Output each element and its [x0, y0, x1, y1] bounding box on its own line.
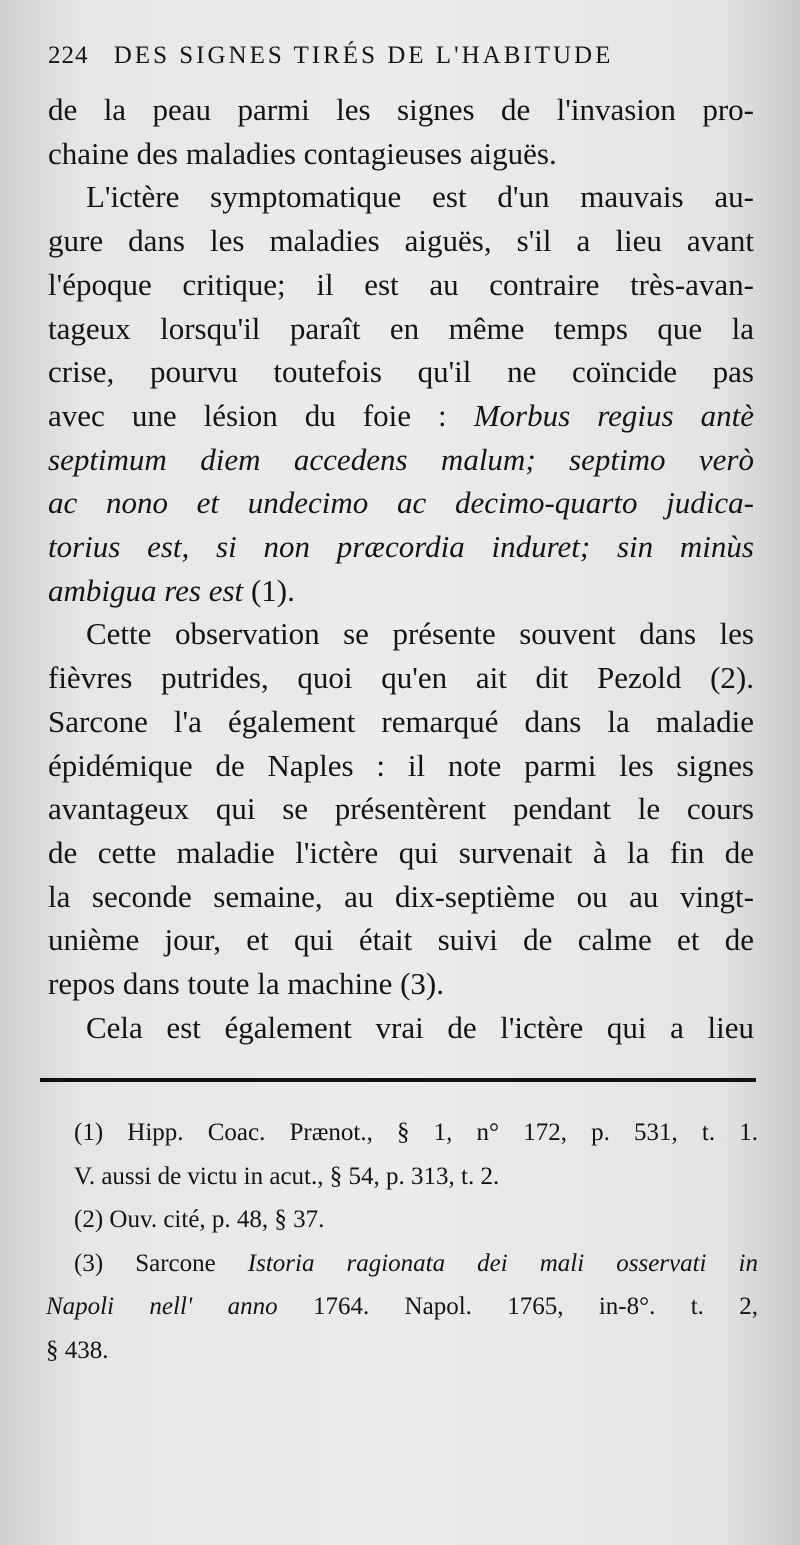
footnote-3	[46, 1242, 758, 1286]
footnote-3-end: § 438.	[46, 1336, 109, 1364]
footnote-text: (3) Sarcone	[74, 1249, 248, 1277]
text-line: repos dans toute la machine (3).	[48, 966, 444, 1002]
text-line: unième jour, et qui était suivi de calme et de	[48, 922, 754, 958]
footnote-1: (1) Hipp. Coac. Prænot., § 1, n° 172, p. 531, t. 1.	[74, 1119, 758, 1146]
text-line: gure dans les maladies aiguës, s'il a lieu avant	[48, 223, 754, 259]
latin-quote-line: ac nono et undecimo ac decimo-quarto judica-	[48, 485, 754, 521]
text-line: chaine des maladies contagieuses aiguës.	[48, 135, 557, 171]
text-line: de la peau parmi les signes de l'invasion pro-	[48, 92, 754, 127]
paragraph-start-line: Cela est également vrai de l'ictère qui a lieu	[86, 1009, 754, 1045]
text-line-mixed	[48, 394, 754, 438]
text-line-mixed	[48, 569, 754, 613]
footnote-title: Istoria ragionata dei mali osservati in	[247, 1249, 758, 1277]
text-line: tageux lorsqu'il paraît en même temps que la	[48, 310, 754, 346]
paragraph-start-line: Cette observation se présente souvent dans les	[86, 616, 754, 652]
footnotes	[46, 1111, 758, 1372]
latin-quote-line: septimum diem accedens malum; septimo verò	[48, 441, 754, 477]
running-header	[48, 42, 708, 70]
paragraph-start-line: L'ictère symptomatique est d'un mauvais au-	[86, 179, 754, 215]
main-text	[48, 88, 754, 1049]
text-line: avantageux qui se présentèrent pendant le cours	[48, 791, 754, 827]
text-line: épidémique de Naples : il note parmi les signes	[48, 747, 754, 783]
footnote-text: 1764. Napol. 1765, in-8°. t. 2,	[277, 1293, 759, 1320]
footnote-title: Napoli nell' anno	[46, 1293, 278, 1320]
footnote-ref: (1).	[243, 572, 295, 608]
text-line: fièvres putrides, quoi qu'en ait dit Pezold (2).	[48, 660, 754, 696]
latin-quote: Morbus regius antè	[473, 397, 754, 433]
text-line: crise, pourvu toutefois qu'il ne coïncide pas	[48, 354, 754, 390]
text-run: avec une lésion du foie :	[48, 397, 474, 433]
footnote-divider	[40, 1078, 756, 1082]
latin-quote: ambigua res est	[48, 572, 244, 608]
latin-quote-line: torius est, si non præcordia induret; sin minùs	[48, 529, 754, 565]
text-line: Sarcone l'a également remarqué dans la maladie	[48, 703, 754, 739]
footnote-2: (2) Ouv. cité, p. 48, § 37.	[74, 1206, 325, 1233]
page-number: 224	[48, 42, 89, 69]
footnote-3-continued	[46, 1285, 758, 1329]
text-line: la seconde semaine, au dix-septième ou au vingt-	[48, 878, 754, 914]
text-line: de cette maladie l'ictère qui survenait à la fin de	[48, 834, 754, 870]
running-head-title: DES SIGNES TIRÉS DE L'HABITUDE	[113, 42, 614, 69]
text-line: l'époque critique; il est au contraire très-avan-	[48, 266, 754, 302]
footnote-1-continued: V. aussi de victu in acut., § 54, p. 313, t. 2.	[74, 1162, 500, 1190]
